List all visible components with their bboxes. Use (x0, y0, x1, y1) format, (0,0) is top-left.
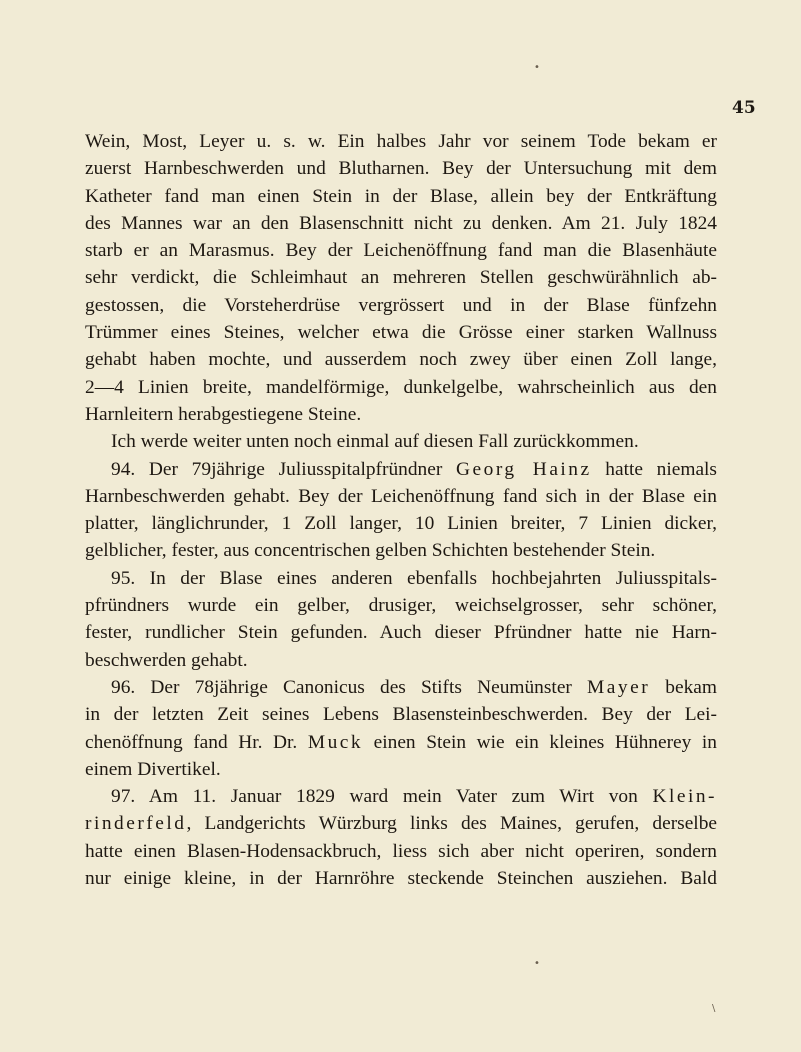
text-segment: Harnbeschwerden gehabt. Bey der Leichenöffnung fand sich in der Blase ein (85, 485, 717, 507)
body-text (85, 128, 717, 892)
text-line (85, 346, 717, 373)
text-line (85, 292, 717, 319)
emphasized-name: rinderfeld (85, 813, 187, 835)
text-segment: platter, länglichrunder, 1 Zoll langer, 10 Linien breiter, 7 Linien dicker, (85, 513, 717, 535)
text-line (85, 428, 717, 455)
emphasized-name: Klein- (652, 786, 717, 808)
text-segment: zuerst Harnbeschwerden und Blutharnen. Bey der Untersuchung mit dem (85, 158, 717, 180)
paper-speck: • (534, 958, 540, 969)
text-segment: beschwerden gehabt. (85, 649, 248, 671)
text-line (85, 783, 717, 810)
text-line (85, 838, 717, 865)
paper-speck: \ (712, 1003, 716, 1014)
text-segment: einen Stein wie ein kleines Hühnerey in (363, 731, 718, 753)
text-segment: 2—4 Linien breite, mandelförmige, dunkelgelbe, wahrscheinlich aus den (85, 376, 717, 398)
text-segment: Ich werde weiter unten noch einmal auf diesen Fall zurückkommen. (111, 431, 639, 453)
text-line (85, 264, 717, 291)
text-line (85, 210, 717, 237)
emphasized-name: Georg Hainz (456, 458, 592, 480)
text-line (85, 510, 717, 537)
text-line (85, 483, 717, 510)
text-line (85, 565, 717, 592)
text-line (85, 865, 717, 892)
text-segment: einem Divertikel. (85, 758, 221, 780)
text-segment: fester, rundlicher Stein gefunden. Auch dieser Pfründner hatte nie Harn- (85, 622, 717, 644)
text-segment: Trümmer eines Steines, welcher etwa die Grösse einer starken Wallnuss (85, 322, 717, 344)
text-segment: 95. In der Blase eines anderen ebenfalls hochbejahrten Juliusspitals- (111, 567, 717, 589)
text-segment: gelblicher, fester, aus concentrischen gelben Schichten bestehender Stein. (85, 540, 656, 562)
text-line (85, 537, 717, 564)
emphasized-name: Mayer (587, 676, 651, 698)
text-line (85, 729, 717, 756)
text-line (85, 319, 717, 346)
emphasized-name: Muck (307, 731, 364, 753)
text-segment: hatte niemals (591, 458, 717, 480)
text-line (85, 592, 717, 619)
text-line (85, 183, 717, 210)
text-line (85, 701, 717, 728)
text-segment: in der letzten Zeit seines Lebens Blasensteinbeschwerden. Bey der Lei- (85, 704, 717, 726)
text-line (85, 456, 717, 483)
text-line (85, 619, 717, 646)
text-segment: pfründners wurde ein gelber, drusiger, weichselgrosser, sehr schöner, (85, 595, 717, 617)
text-segment: bekam (650, 676, 717, 698)
text-segment: starb er an Marasmus. Bey der Leichenöffnung fand man die Blasenhäute (85, 240, 717, 262)
text-segment: Wein, Most, Leyer u. s. w. Ein halbes Jahr vor seinem Tode bekam er (85, 131, 717, 152)
text-segment: des Mannes war an den Blasenschnitt nicht zu denken. Am 21. July 1824 (85, 212, 717, 234)
text-line (85, 674, 717, 701)
text-segment: gehabt haben mochte, und ausserdem noch zwey über einen Zoll lange, (85, 349, 717, 371)
text-line (85, 237, 717, 264)
text-segment: sehr verdickt, die Schleimhaut an mehreren Stellen geschwürähnlich ab- (85, 267, 717, 289)
text-segment: chenöffnung fand Hr. Dr. (85, 731, 308, 753)
paper-speck: • (534, 62, 540, 73)
text-line (85, 155, 717, 182)
text-line (85, 810, 717, 837)
text-segment: , Landgerichts Würzburg links des Maines, gerufen, derselbe (186, 813, 717, 835)
text-segment: nur einige kleine, in der Harnröhre steckende Steinchen ausziehen. Bald (85, 868, 717, 890)
text-segment: 96. Der 78jährige Canonicus des Stifts Neumünster (111, 676, 588, 698)
text-line (85, 647, 717, 674)
page-number: 45 (732, 98, 756, 118)
text-segment: 97. Am 11. Januar 1829 ward mein Vater zum Wirt von (111, 786, 653, 808)
text-segment: Harnleitern herabgestiegene Steine. (85, 403, 362, 425)
text-segment: gestossen, die Vorsteherdrüse vergrössert und in der Blase fünfzehn (85, 294, 717, 316)
text-line (85, 401, 717, 428)
text-segment: hatte einen Blasen-Hodensackbruch, liess sich aber nicht operiren, sondern (85, 840, 717, 862)
text-line (85, 374, 717, 401)
text-line (85, 128, 717, 155)
text-segment: 94. Der 79jährige Juliusspitalpfründner (111, 458, 457, 480)
text-segment: Katheter fand man einen Stein in der Blase, allein bey der Entkräftung (85, 185, 717, 207)
text-line (85, 756, 717, 783)
